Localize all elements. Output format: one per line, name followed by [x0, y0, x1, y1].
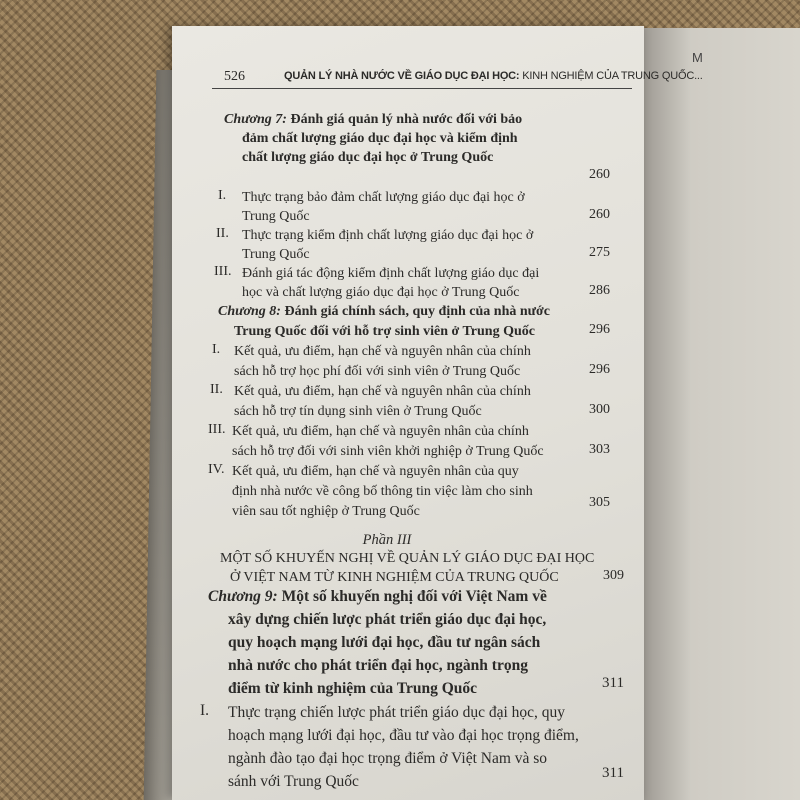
toc-page-ref: 309	[603, 568, 624, 583]
toc-item-line: ngành đào tạo đại học trọng điểm ở Việt Nam và so	[228, 750, 548, 767]
chapter-title-line: quy hoạch mạng lưới đại học, đầu tư ngân sách	[228, 634, 541, 651]
chapter-label: Chương 9:	[208, 588, 278, 605]
chapter-title-line: nhà nước cho phát triển đại học, ngành trọng	[228, 657, 528, 674]
toc-item-line: sách hỗ trợ đối với sinh viên khởi nghiệp ở Trung Quốc	[232, 444, 544, 459]
toc-page-ref: 305	[589, 495, 610, 510]
item-number: III.	[214, 264, 232, 279]
running-title-rest: KINH NGHIỆM CỦA TRUNG QUỐC...	[519, 70, 703, 82]
toc-item-line: Thực trạng kiểm định chất lượng giáo dục đại học ở	[242, 228, 534, 243]
toc-item-line: viên sau tốt nghiệp ở Trung Quốc	[232, 504, 420, 519]
toc-item-line: sách hỗ trợ tín dụng sinh viên ở Trung Quốc	[234, 404, 482, 419]
chapter-title-line: Đánh giá quản lý nhà nước đối với bảo	[286, 112, 523, 127]
part-title-line: Ở VIỆT NAM TỪ KINH NGHIỆM CỦA TRUNG QUỐC	[230, 570, 559, 585]
page-number: 526	[224, 69, 245, 84]
toc-page-ref: 300	[589, 402, 610, 417]
item-number: IV.	[208, 462, 225, 477]
toc-chapter-9	[208, 586, 547, 607]
chapter-label: Chương 7:	[224, 112, 287, 127]
chapter-title-line: Một số khuyến nghị đối với Việt Nam về	[277, 588, 547, 605]
item-number: I.	[200, 702, 210, 719]
toc-item-line: hoạch mạng lưới đại học, đầu tư vào đại học trọng điểm,	[228, 727, 579, 744]
chapter-label: Chương 8:	[218, 304, 281, 319]
toc-item-line: Đánh giá tác động kiểm định chất lượng giáo dục đại	[242, 266, 540, 281]
toc-page-ref: 296	[589, 322, 610, 337]
toc-page-ref: 311	[602, 765, 624, 781]
toc-item-line: Trung Quốc	[242, 209, 310, 224]
toc-page-ref: 260	[589, 207, 610, 222]
item-number: III.	[208, 422, 226, 437]
toc-item-line: Kết quả, ưu điểm, hạn chế và nguyên nhân của chính	[234, 344, 531, 359]
toc-item-line: Trung Quốc	[242, 247, 310, 262]
toc-item-line: định nhà nước về công bố thông tin việc làm cho sinh	[232, 484, 533, 499]
chapter-title-line: xây dựng chiến lược phát triển giáo dục đại học,	[228, 611, 547, 628]
chapter-title-line: đảm chất lượng giáo dục đại học và kiểm định	[242, 131, 518, 146]
item-number: II.	[216, 226, 229, 241]
chapter-title-line: Trung Quốc đối với hỗ trợ sinh viên ở Trung Quốc	[234, 324, 535, 339]
facing-page-text: M	[692, 50, 703, 65]
part-label: Phần III	[362, 532, 412, 548]
item-number: I.	[212, 342, 221, 357]
toc-item-line: sánh với Trung Quốc	[228, 773, 359, 790]
running-title-bold: QUẢN LÝ NHÀ NƯỚC VỀ GIÁO DỤC ĐẠI HỌC:	[284, 70, 520, 82]
facing-page	[640, 28, 800, 800]
toc-item-line: sách hỗ trợ học phí đối với sinh viên ở Trung Quốc	[234, 364, 521, 379]
toc-item-line: Kết quả, ưu điểm, hạn chế và nguyên nhân của chính	[232, 424, 529, 439]
toc-item-line: Thực trạng chiến lược phát triển giáo dục đại học, quy	[228, 704, 566, 721]
chapter-title-line: chất lượng giáo dục đại học ở Trung Quốc	[242, 150, 494, 165]
toc-item-line: Thực trạng bảo đảm chất lượng giáo dục đại học ở	[242, 190, 525, 205]
toc-item-line: Kết quả, ưu điểm, hạn chế và nguyên nhân của quy	[232, 464, 519, 479]
toc-chapter-7	[224, 110, 522, 129]
toc-page-ref: 303	[589, 442, 610, 457]
running-title	[284, 70, 703, 82]
toc-page-ref: 296	[589, 362, 610, 377]
part-title-line: MỘT SỐ KHUYẾN NGHỊ VỀ QUẢN LÝ GIÁO DỤC ĐẠI HỌC	[220, 551, 595, 566]
toc-item-line: Kết quả, ưu điểm, hạn chế và nguyên nhân của chính	[234, 384, 531, 399]
toc-page-ref: 286	[589, 283, 610, 298]
book-page	[172, 26, 703, 800]
toc-item-line: học và chất lượng giáo dục đại học ở Trung Quốc	[242, 285, 520, 300]
toc-page-ref: 260	[589, 167, 610, 182]
toc-page-ref: 275	[589, 245, 610, 260]
item-number: II.	[210, 382, 223, 397]
toc-chapter-8	[218, 302, 550, 321]
running-header	[212, 66, 703, 89]
item-number: I.	[218, 188, 227, 203]
chapter-title-line: Đánh giá chính sách, quy định của nhà nước	[280, 304, 551, 319]
toc-page-ref: 311	[602, 675, 624, 691]
chapter-title-line: điểm từ kinh nghiệm của Trung Quốc	[228, 680, 478, 697]
